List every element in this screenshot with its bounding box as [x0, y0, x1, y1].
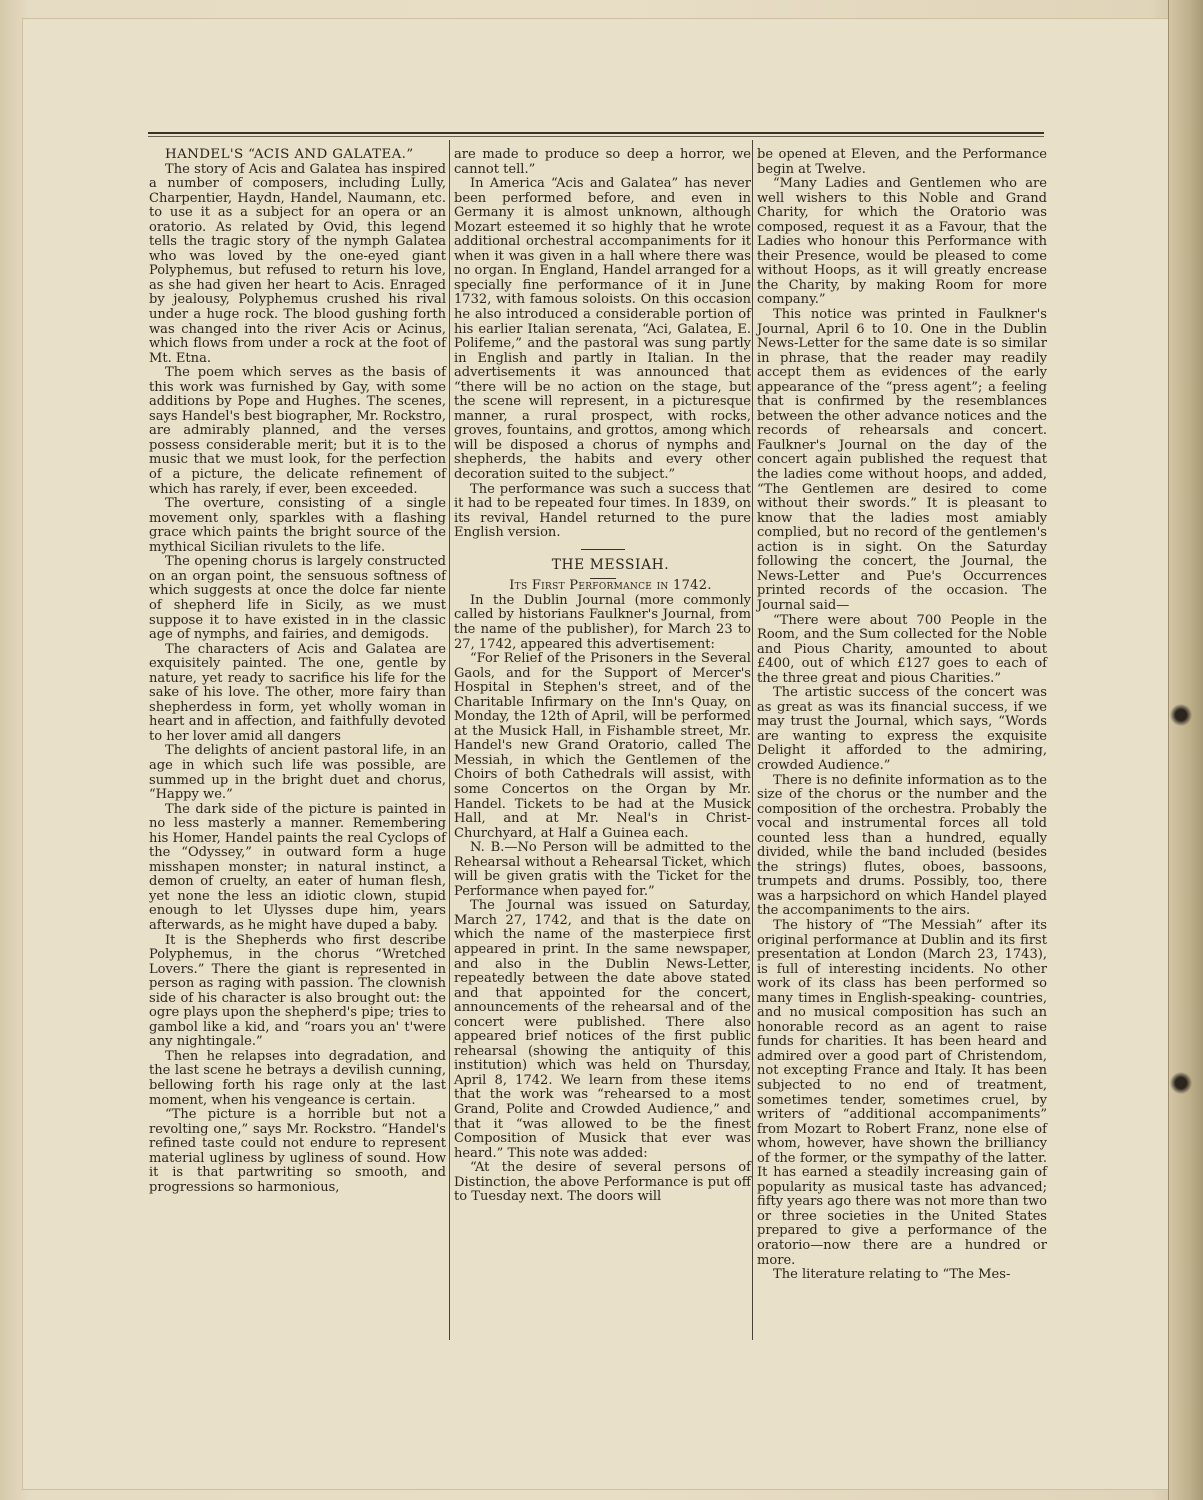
paragraph: The overture, consisting of a single movement only, sparkles with a flashing grace which paints the bright source of the mythical Sicilian rivulets to the life. — [149, 496, 446, 555]
paragraph: “For Relief of the Prisoners in the Several Gaols, and for the Support of Mercer's Hospital in Stephen's street, and of the Charitable Infirmary on the Inn's Quay, on Monday, the 12th of April, will be performed at the Musick Hall, in Fishamble street, Mr. Handel's new Grand Oratorio, called The Messiah, in which the Gentlemen of the Choirs of both Cathedrals will assist, with some Concertos on the Organ by Mr. Handel. Tickets to be had at the Musick Hall, and at Mr. Neal's in Christ-Churchyard, at Half a Guinea each. — [454, 651, 751, 841]
paragraph: N. B.—No Person will be admitted to the Rehearsal without a Rehearsal Ticket, which will be given gratis with the Ticket for the Performance when payed for.” — [454, 840, 751, 899]
paragraph: The poem which serves as the basis of this work was furnished by Gay, with some additions by Pope and Hughes. The scenes, says Handel's best biographer, Mr. Rockstro, are admirably planned, and the verses possess considerable merit; but it is to the music that we must look, for the perfection of a picture, the delicate refinement of which has rarely, if ever, been exceeded. — [149, 365, 446, 497]
column-right — [757, 148, 1047, 1283]
paragraph: This notice was printed in Faulkner's Journal, April 6 to 10. One in the Dublin News-Letter for the same date is so similar in phrase, that the reader may readily accept them as evidences of the early appearance of the “press agent”; a feeling that is confirmed by the resemblances between the other advance notices and the records of rehearsals and concert. Faulkner's Journal on the day of the concert again published the request that the ladies come without hoops, and added, “The Gentlemen are desired to come without their swords.” It is pleasant to know that the ladies most amiably complied, but no record of the gentlemen's action is in sight. On the Saturday following the concert, the Journal, the News-Letter and Pue's Occurrences printed records of the occasion. The Journal said— — [757, 307, 1047, 613]
paragraph: “There were about 700 People in the Room, and the Sum collected for the Noble and Pious Charity, amounted to about £400, out of which £127 goes to each of the three great and pious Charities.” — [757, 612, 1047, 686]
paragraph: The performance was such a success that it had to be repeated four times. In 1839, on its revival, Handel returned to the pure English version. — [454, 481, 751, 541]
paragraph: The history of “The Messiah” after its original performance at Dublin and its first presentation at London (March 23, 1743), is full of interesting incidents. No other work of its class has been performed so many times in English-speaking- countries, and no musical composition has such an honorable record as an agent to raise funds for charities. It has been heard and admired over a good part of Christendom, not excepting France and Italy. It has been subjected to no end of treatment, sometimes tender, sometimes cruel, by writers of “additional accompaniments” from Mozart to Robert Franz, none else of whom, however, have shown the brilliancy of the former, or the sympathy of the latter. It has earned a steadily increasing gain of popularity as musical taste has advanced; fifty years ago there was not more than two or three societies in the United States prepared to give a performance of the oratorio—now there are a hundred or more. — [757, 917, 1047, 1268]
paragraph: The story of Acis and Galatea has inspired a number of composers, including Lully, Charpentier, Haydn, Handel, Naumann, etc. to use it as a subject for an opera or an oratorio. As related by Ovid, this legend tells the tragic story of the nymph Galatea who was loved by the one-eyed giant Polyphemus, but refused to return his love, as she had given her heart to Acis. Enraged by jealousy, Polyphemus crushed his rival under a huge rock. The blood gushing forth was changed into the river Acis or Acinus, which flows from under a rock at the foot of Mt. Etna. — [149, 161, 446, 366]
section-divider — [581, 549, 625, 550]
book-binding-edge — [1168, 0, 1203, 1500]
paragraph: The dark side of the picture is painted in no less masterly a manner. Remembering his Homer, Handel paints the real Cyclops of the “Odyssey,” in outward form a huge misshapen monster; in natural instinct, a demon of cruelty, an eater of human flesh, yet none the less an idiotic clown, stupid enough to let Ulysses dupe him, years afterwards, as he might have duped a baby. — [149, 801, 446, 933]
paragraph: be opened at Eleven, and the Performance begin at Twelve. — [757, 147, 1047, 177]
binding-tab-mark — [1170, 700, 1192, 730]
paragraph: The delights of ancient pastoral life, in an age in which such life was possible, are summed up in the bright duet and chorus, “Happy we.” — [149, 743, 446, 803]
paragraph: are made to produce so deep a horror, we cannot tell.” — [454, 147, 751, 177]
paragraph: There is no definite information as to the size of the chorus or the number and the composition of the orchestra. Probably the vocal and instrumental forces all told counted less than a hundred, equally divided, while the band included (besides the strings) flutes, oboes, bassoons, trumpets and drums. Possibly, too, there was a harpsichord on which Handel played the accompaniments to the airs. — [757, 772, 1047, 919]
paragraph: In the Dublin Journal (more commonly called by historians Faulkner's Journal, from the name of the publisher), for March 23 to 27, 1742, appeared this advertisement: — [454, 592, 751, 652]
paragraph: The Journal was issued on Saturday, March 27, 1742, and that is the date on which the name of the masterpiece first appeared in print. In the same newspaper, and also in the Dublin News-Letter, repeatedly between the date above stated and that appointed for the concert, announcements of the rehearsal and of the concert were published. There also appeared brief notices of the first public rehearsal (showing the antiquity of this institution) which was held on Thursday, April 8, 1742. We learn from these items that the work was “rehearsed to a most Grand, Polite and Crowded Audience,” and that it “was allowed to be the finest Composition of Musick that ever was heard.” This note was added: — [454, 898, 751, 1161]
header-rule-thin — [148, 136, 1044, 137]
paragraph: “Many Ladies and Gentlemen who are well wishers to this Noble and Grand Charity, for which the Oratorio was composed, request it as a Favour, that the Ladies who honour this Performance with their Presence, would be pleased to come without Hoops, as it will greatly encrease the Charity, by making Room for more company.” — [757, 176, 1047, 308]
article-heading-messiah: THE MESSIAH. — [551, 556, 670, 573]
paragraph: “The picture is a horrible but not a revolting one,” says Mr. Rockstro. “Handel's refined taste could not endure to represent material ugliness by ugliness of sound. How it is that partwriting so smooth, and progressions so harmonious, — [149, 1107, 446, 1195]
paragraph: The opening chorus is largely constructed on an organ point, the sensuous softness of which suggests at once the dolce far niente of shepherd life in Sicily, as we must suppose it to have existed in in the classic age of nymphs, and fairies, and demigods. — [149, 554, 446, 643]
binding-tab-mark — [1170, 1068, 1192, 1098]
column-divider — [752, 140, 753, 1340]
paragraph: The literature relating to “The Mes- — [773, 1267, 1011, 1283]
header-rule — [148, 132, 1044, 134]
paragraph: It is the Shepherds who first describe Polyphemus, in the chorus “Wretched Lovers.” There the giant is represented in person as raging with passion. The clownish side of his character is also brought out: the ogre plays upon the shepherd's pipe; tries to gambol like a kid, and “roars you an' t'were any nightingale.” — [149, 932, 446, 1050]
paragraph: In America “Acis and Galatea” has never been performed before, and even in Germany it is almost unknown, although Mozart esteemed it so highly that he wrote additional orchestral accompaniments for it when it was given in a hall where there was no organ. In England, Handel arranged for a specially fine performance of it in June 1732, with famous soloists. On this occasion he also introduced a considerable portion of his earlier Italian serenata, “Aci, Galatea, E. Polifeme,” and the pastoral was sung partly in English and partly in Italian. In the advertisements it was announced that “there will be no action on the stage, but the scene will represent, in a picturesque manner, a rural prospect, with rocks, groves, fountains, and grottos, among which will be disposed a chorus of nymphs and shepherds, the habits and every other decoration suited to the subject.” — [454, 176, 751, 483]
column-middle — [454, 148, 751, 1205]
article-heading-acis-galatea: HANDEL'S “ACIS AND GALATEA.” — [165, 147, 414, 162]
paragraph: Then he relapses into degradation, and the last scene he betrays a devilish cunning, bellowing forth his rage only at the last moment, when his vengeance is certain. — [149, 1048, 446, 1108]
paragraph: The characters of Acis and Galatea are exquisitely painted. The one, gentle by nature, yet ready to sacrifice his life for the sake of his love. The other, more fairy than shepherdess in form, yet wholly woman in heart and in affection, and faithfully devoted to her lover amid all dangers — [149, 641, 446, 744]
paragraph: The artistic success of the concert was as great as was its financial success, if we may trust the Journal, which says, “Words are wanting to express the exquisite Delight it afforded to the admiring, crowded Audience.” — [757, 685, 1047, 773]
paragraph: “At the desire of several persons of Distinction, the above Performance is put off to Tuesday next. The doors will — [454, 1160, 751, 1205]
column-acis-galatea — [149, 148, 446, 1195]
article-subheading: Its First Performance in 1742. — [509, 578, 712, 594]
column-divider — [449, 140, 450, 1340]
